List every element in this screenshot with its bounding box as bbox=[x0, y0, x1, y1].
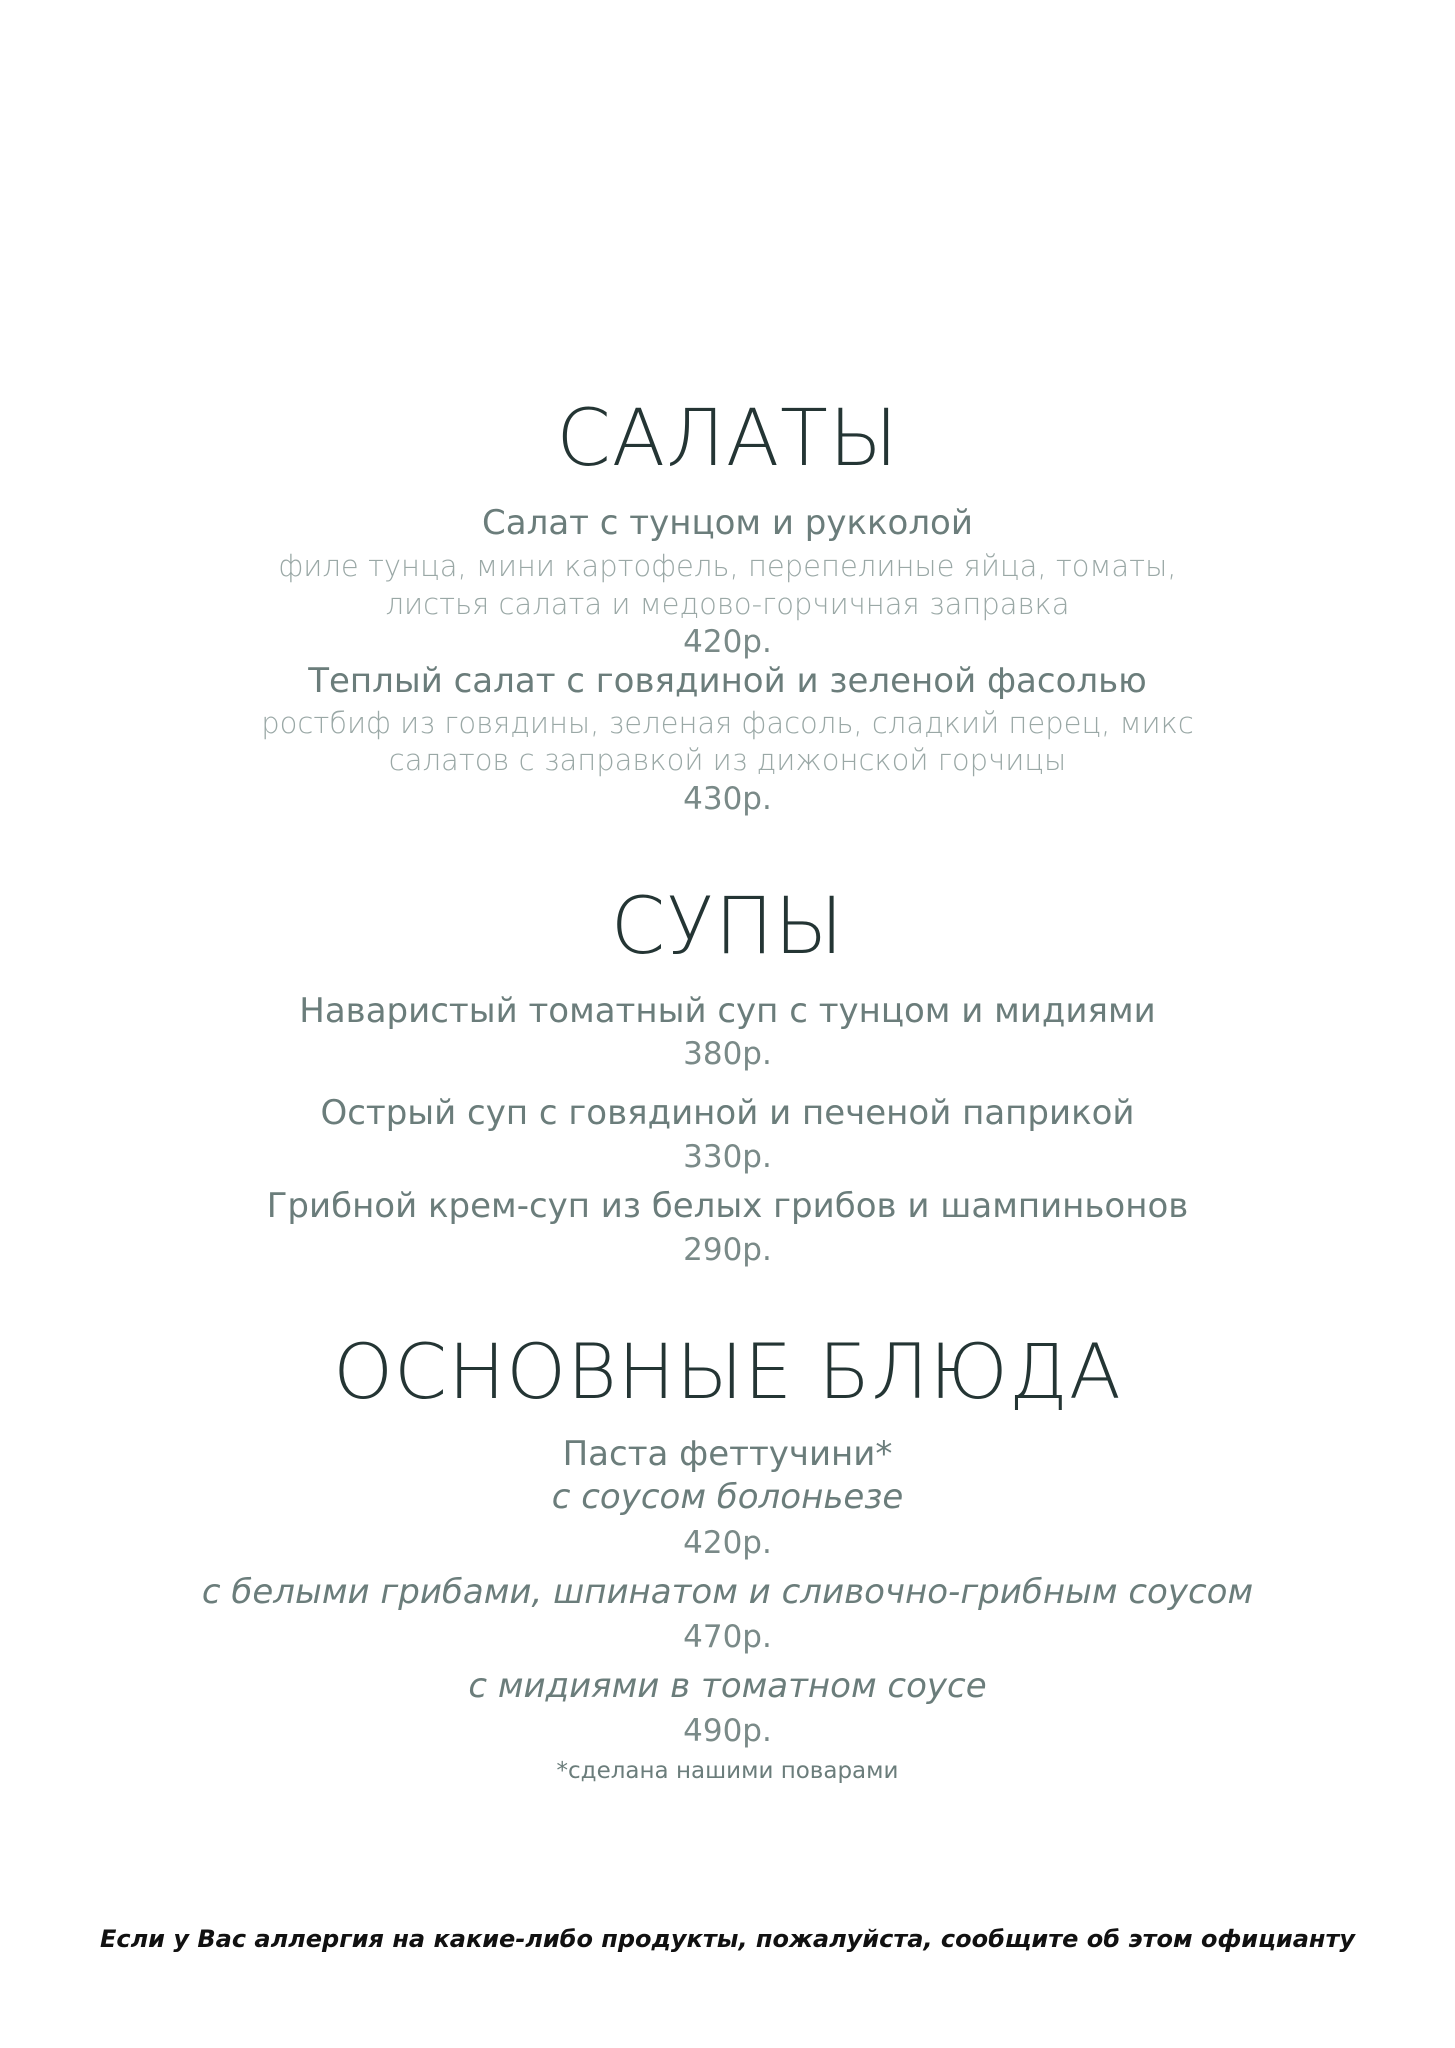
footnote: *сделана нашими поварами bbox=[556, 1758, 899, 1784]
dish-name: Паста феттучини* bbox=[562, 1434, 893, 1474]
allergy-notice: Если у Вас аллергия на какие-либо продукты, пожалуйста, сообщите об этом официанту bbox=[99, 1925, 1356, 1953]
dish-name: Грибной крем-суп из белых грибов и шампиньонов bbox=[266, 1186, 1189, 1226]
dish-name: Наваристый томатный суп с тунцом и мидиями bbox=[299, 991, 1156, 1031]
dish-price: 420р. bbox=[683, 624, 772, 660]
dish-description: листья салата и медово-горчичная заправка bbox=[385, 587, 1070, 621]
dish-price: 470р. bbox=[683, 1619, 772, 1655]
dish-price: 380р. bbox=[683, 1036, 772, 1072]
dish-price: 420р. bbox=[683, 1525, 772, 1561]
section-title-soups: СУПЫ bbox=[610, 882, 845, 972]
dish-name: Салат с тунцом и рукколой bbox=[482, 503, 973, 543]
dish-price: 490р. bbox=[683, 1713, 772, 1749]
dish-price: 290р. bbox=[683, 1232, 772, 1268]
dish-variant: с белыми грибами, шпинатом и сливочно-грибным соусом bbox=[201, 1572, 1254, 1612]
dish-variant: с мидиями в томатном соусе bbox=[468, 1666, 987, 1706]
section-title-salads: САЛАТЫ bbox=[556, 394, 899, 484]
dish-description: филе тунца, мини картофель, перепелиные яйца, томаты, bbox=[278, 549, 1177, 583]
dish-name: Острый суп с говядиной и печеной паприкой bbox=[320, 1093, 1135, 1133]
dish-description: салатов с заправкой из дижонской горчицы bbox=[388, 743, 1067, 777]
section-title-mains: ОСНОВНЫЕ БЛЮДА bbox=[333, 1327, 1122, 1416]
dish-name: Теплый салат с говядиной и зеленой фасолью bbox=[308, 661, 1147, 701]
dish-variant: с соусом болоньезе bbox=[551, 1477, 904, 1517]
dish-price: 330р. bbox=[683, 1139, 772, 1175]
dish-price: 430р. bbox=[683, 781, 772, 817]
dish-description: ростбиф из говядины, зеленая фасоль, сладкий перец, микс bbox=[261, 706, 1194, 740]
